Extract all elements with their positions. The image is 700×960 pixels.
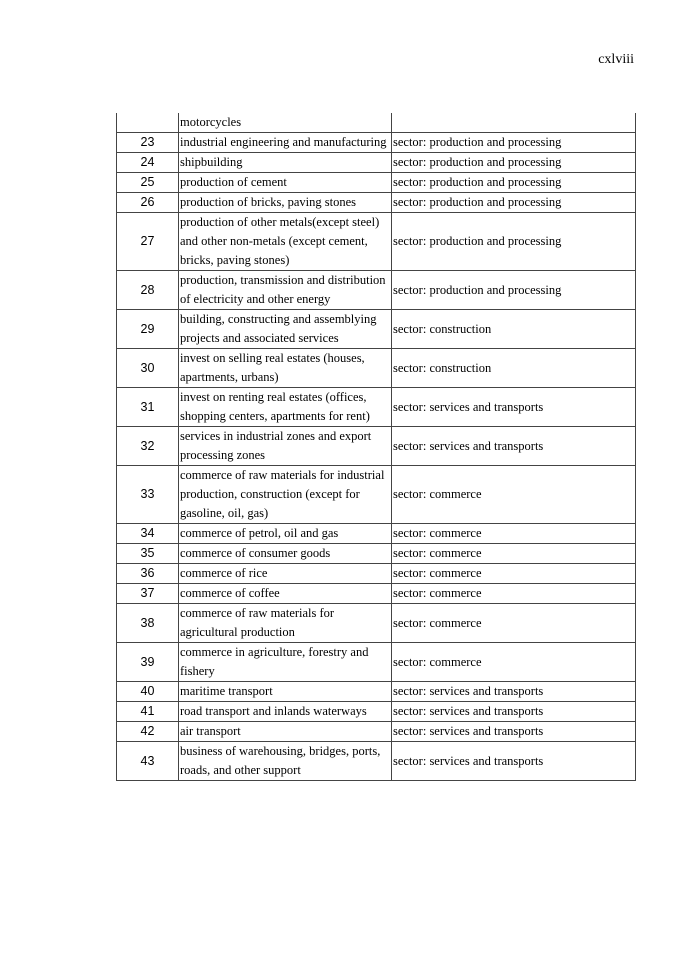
row-number-cell: 26 [117, 193, 179, 213]
page-number: cxlviii [598, 52, 634, 67]
table-row [117, 643, 636, 682]
table-row [117, 271, 636, 310]
table-row [117, 133, 636, 153]
sector-cell: sector: production and processing [392, 173, 636, 193]
activity-cell: production of bricks, paving stones [179, 193, 392, 213]
row-number-cell: 28 [117, 271, 179, 310]
activity-cell: air transport [179, 722, 392, 742]
row-number-cell: 34 [117, 524, 179, 544]
row-number-cell: 41 [117, 702, 179, 722]
table-row [117, 349, 636, 388]
activity-cell: commerce in agriculture, forestry and fishery [179, 643, 392, 682]
table-row [117, 742, 636, 781]
table-row [117, 722, 636, 742]
sector-cell: sector: services and transports [392, 702, 636, 722]
sector-cell: sector: services and transports [392, 427, 636, 466]
table-row [117, 564, 636, 584]
sector-cell: sector: production and processing [392, 193, 636, 213]
activity-cell: invest on selling real estates (houses, apartments, urbans) [179, 349, 392, 388]
sector-cell [392, 113, 636, 133]
sector-table-container [116, 113, 635, 781]
activity-cell: commerce of petrol, oil and gas [179, 524, 392, 544]
activity-cell: production, transmission and distribution of electricity and other energy [179, 271, 392, 310]
activity-cell: commerce of rice [179, 564, 392, 584]
row-number-cell: 37 [117, 584, 179, 604]
sector-cell: sector: commerce [392, 584, 636, 604]
activity-cell: commerce of consumer goods [179, 544, 392, 564]
activity-cell: invest on renting real estates (offices, shopping centers, apartments for rent) [179, 388, 392, 427]
activity-cell: motorcycles [179, 113, 392, 133]
activity-cell: maritime transport [179, 682, 392, 702]
row-number-cell: 38 [117, 604, 179, 643]
table-row [117, 213, 636, 271]
sector-cell: sector: services and transports [392, 388, 636, 427]
row-number-cell: 40 [117, 682, 179, 702]
table-row [117, 584, 636, 604]
sector-cell: sector: production and processing [392, 153, 636, 173]
sector-cell: sector: services and transports [392, 722, 636, 742]
activity-cell: business of warehousing, bridges, ports, roads, and other support [179, 742, 392, 781]
row-number-cell: 39 [117, 643, 179, 682]
sector-cell: sector: construction [392, 349, 636, 388]
sector-cell: sector: commerce [392, 466, 636, 524]
sector-table-body [117, 113, 636, 781]
table-row [117, 113, 636, 133]
sector-cell: sector: services and transports [392, 742, 636, 781]
sector-cell: sector: commerce [392, 524, 636, 544]
table-row [117, 153, 636, 173]
activity-cell: production of cement [179, 173, 392, 193]
row-number-cell: 24 [117, 153, 179, 173]
activity-cell: production of other metals(except steel) and other non-metals (except cement, bricks, paving stones) [179, 213, 392, 271]
row-number-cell: 33 [117, 466, 179, 524]
table-row [117, 310, 636, 349]
table-row [117, 544, 636, 564]
row-number-cell: 27 [117, 213, 179, 271]
table-row [117, 388, 636, 427]
activity-cell: building, constructing and assemblying projects and associated services [179, 310, 392, 349]
row-number-cell: 42 [117, 722, 179, 742]
activity-cell: services in industrial zones and export processing zones [179, 427, 392, 466]
table-row [117, 702, 636, 722]
table-row [117, 604, 636, 643]
sector-cell: sector: commerce [392, 544, 636, 564]
sector-cell: sector: commerce [392, 604, 636, 643]
row-number-cell: 29 [117, 310, 179, 349]
row-number-cell [117, 113, 179, 133]
activity-cell: commerce of coffee [179, 584, 392, 604]
table-row [117, 682, 636, 702]
activity-cell: road transport and inlands waterways [179, 702, 392, 722]
sector-cell: sector: production and processing [392, 213, 636, 271]
table-row [117, 427, 636, 466]
row-number-cell: 36 [117, 564, 179, 584]
row-number-cell: 31 [117, 388, 179, 427]
sector-cell: sector: commerce [392, 643, 636, 682]
activity-cell: shipbuilding [179, 153, 392, 173]
activity-cell: industrial engineering and manufacturing [179, 133, 392, 153]
table-row [117, 524, 636, 544]
activity-cell: commerce of raw materials for agricultural production [179, 604, 392, 643]
table-row [117, 193, 636, 213]
row-number-cell: 35 [117, 544, 179, 564]
sector-cell: sector: commerce [392, 564, 636, 584]
table-row [117, 173, 636, 193]
row-number-cell: 25 [117, 173, 179, 193]
activity-cell: commerce of raw materials for industrial production, construction (except for gasoline, oil, gas) [179, 466, 392, 524]
sector-table [116, 113, 636, 781]
sector-cell: sector: production and processing [392, 271, 636, 310]
row-number-cell: 30 [117, 349, 179, 388]
row-number-cell: 23 [117, 133, 179, 153]
sector-cell: sector: construction [392, 310, 636, 349]
table-row [117, 466, 636, 524]
sector-cell: sector: production and processing [392, 133, 636, 153]
row-number-cell: 32 [117, 427, 179, 466]
sector-cell: sector: services and transports [392, 682, 636, 702]
row-number-cell: 43 [117, 742, 179, 781]
